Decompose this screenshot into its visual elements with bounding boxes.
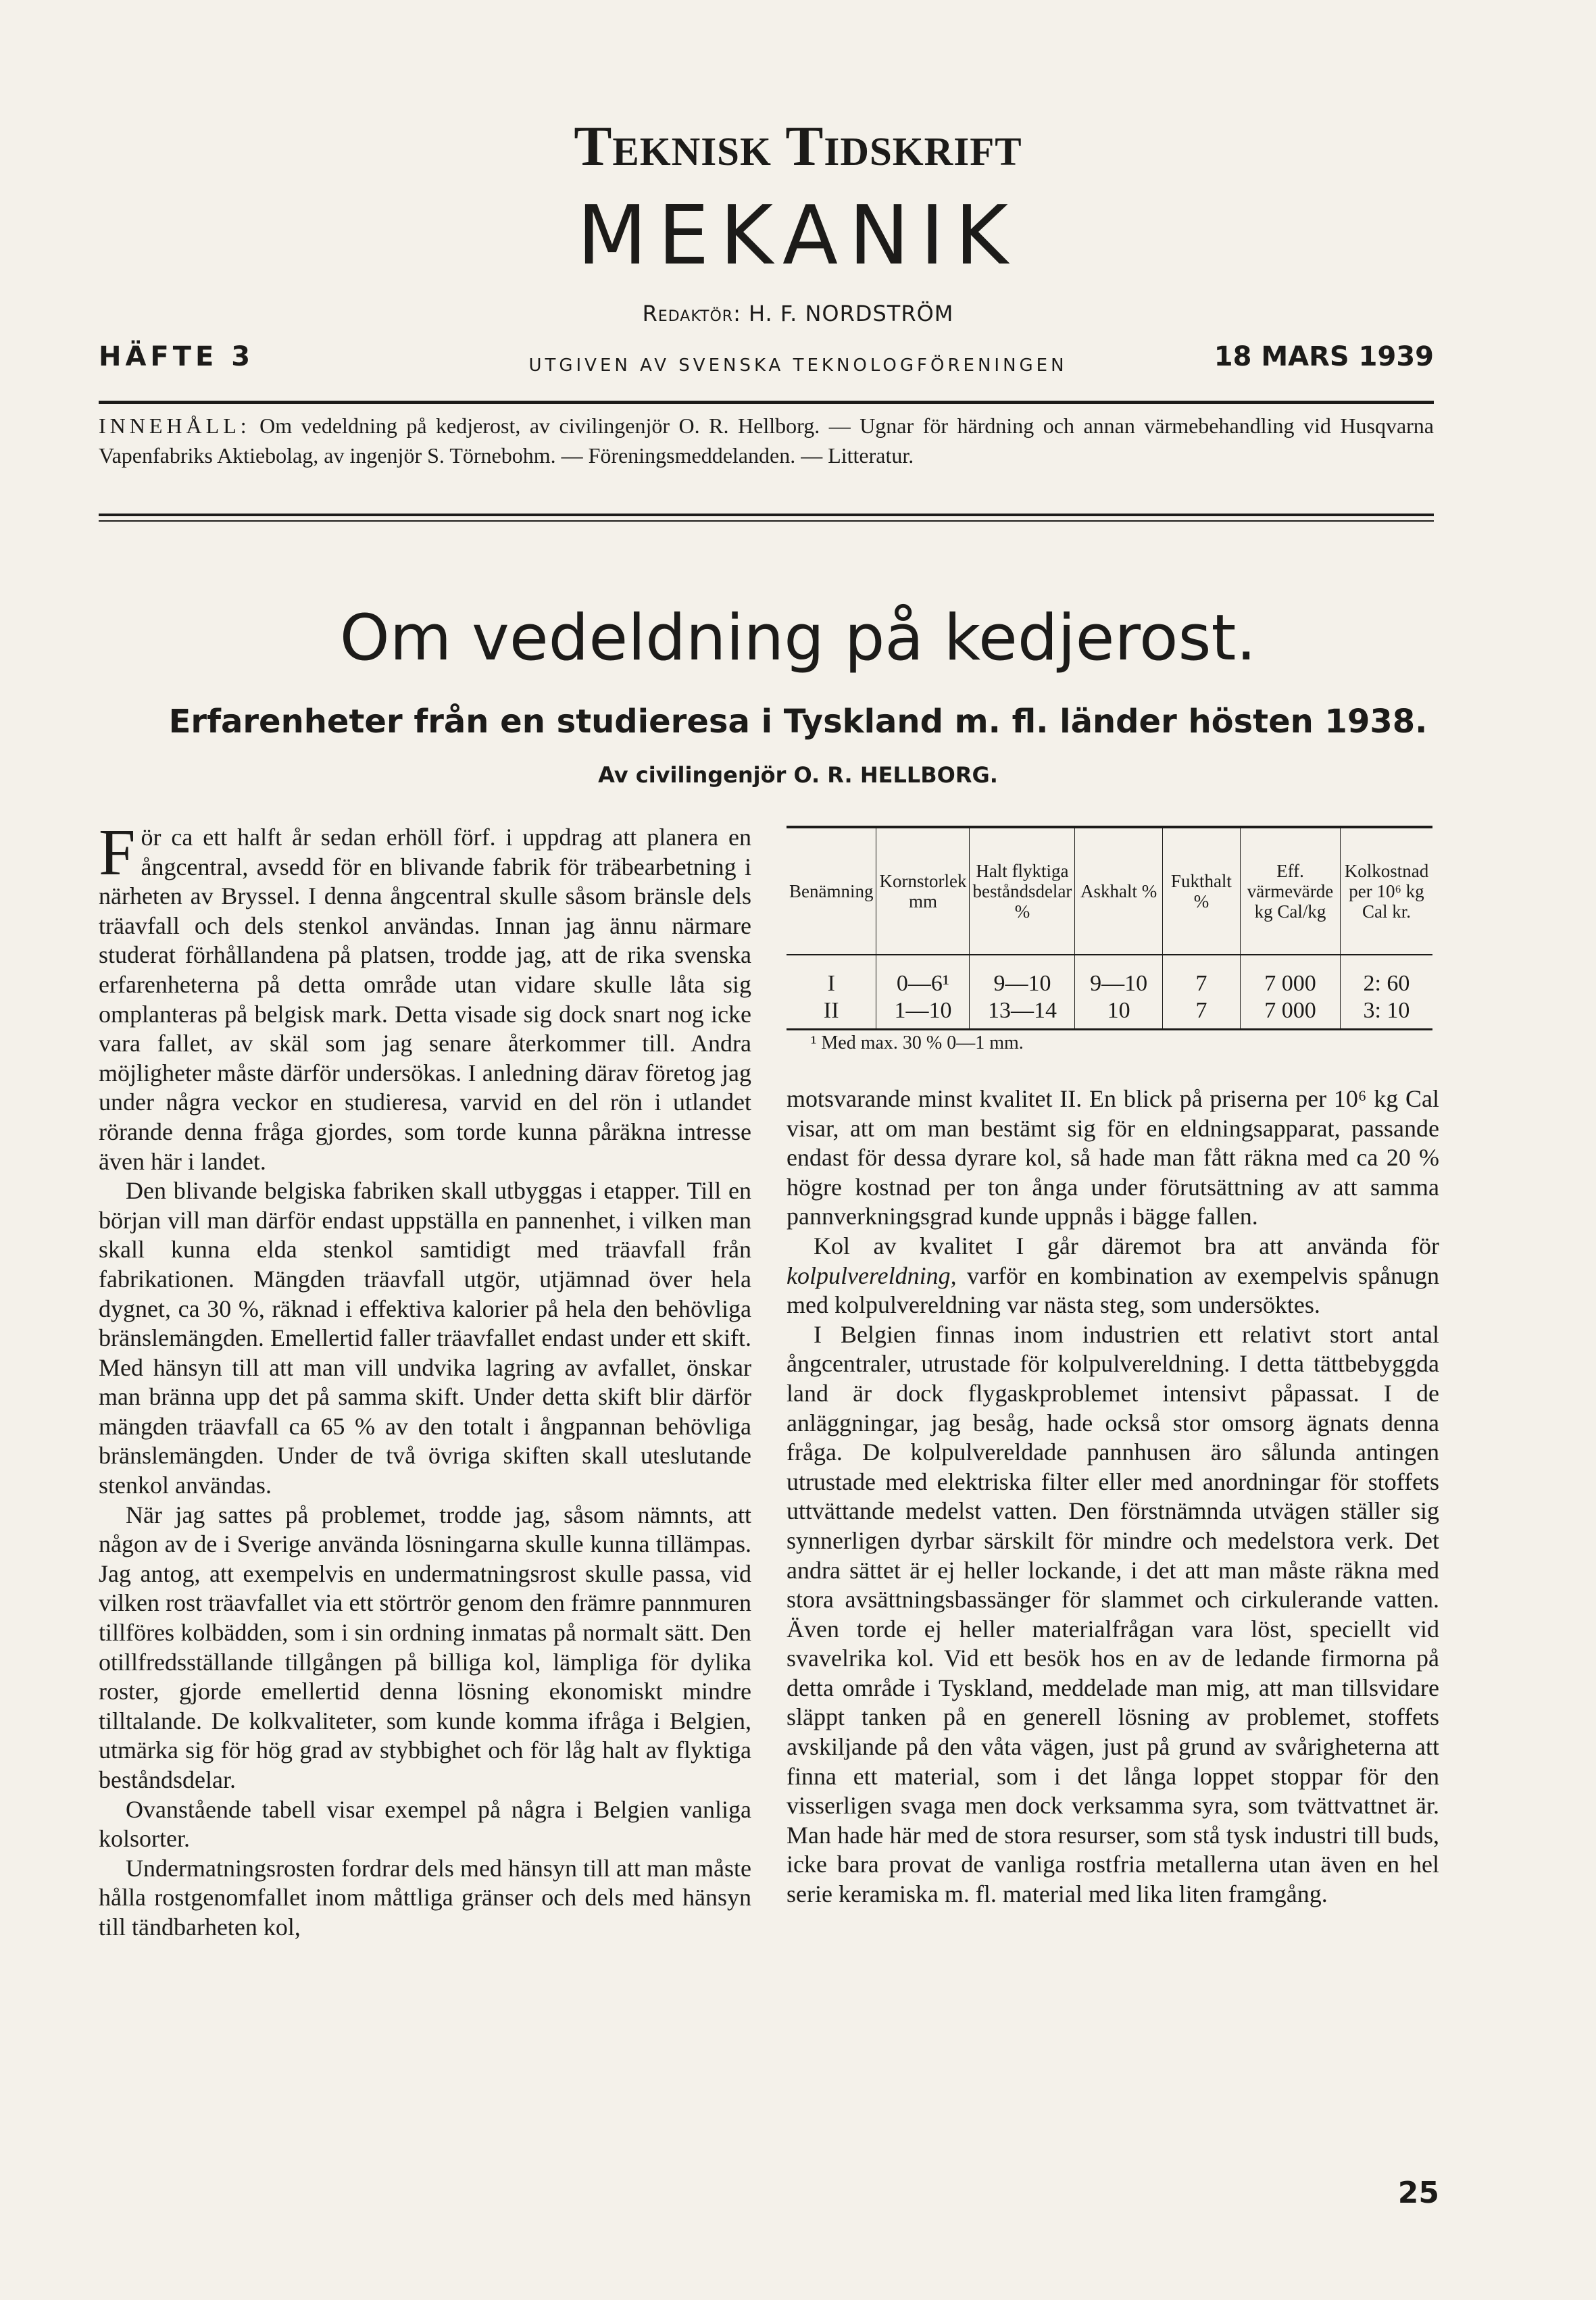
table-header: Askhalt % [1075,827,1162,955]
table-cell: 1—10 [876,997,970,1030]
table-header: Eff. värmevärde kg Cal/kg [1241,827,1341,955]
table-cell: 9—10 [970,955,1075,997]
table-row [787,955,1432,997]
paragraph: För ca ett halft år sedan erhöll förf. i uppdrag att planera en ångcentral, avsedd för en blivande fabrik för träbearbetning i närheten av Bryssel. I denna ångcentral skulle såsom bränsle dels träavfall och dels stenkol användas. Innan jag ännu närmare studerat förhållandena på platsen, trodde jag, att de rika svenska erfarenheterna på detta område utan vidare skulle låta sig omplanteras på belgisk mark. Detta visade sig dock snart nog icke vara fallet, av skäl som jag senare återkommer till. Andra möjligheter måste därför undersökas. I anledning därav företog jag under några veckor en studieresa, varvid en del rön i utlandet rörande denna fråga gjordes, som torde kunna påräkna intresse även här i landet. [99,816,751,1175]
editor-line: Redaktör: H. F. NORDSTRÖM [642,301,954,326]
section-title: MEKANIK [577,189,1019,283]
article-byline: Av civilingenjör O. R. HELLBORG. [598,762,998,788]
table-header-row [787,827,1432,955]
italic-term: kolpulvereldning, [787,1261,957,1289]
table-header: Fukthalt % [1162,827,1240,955]
table-header: Kolkostnad per 10⁶ kg Cal kr. [1340,827,1432,955]
table-cell: I [827,971,835,996]
contents-rule-thin [99,520,1434,522]
paragraph: motsvarande minst kvalitet II. En blick på priserna per 10⁶ kg Cal visar, att om man bestämt sig för en eldningsapparat, passande endast för dessa dyrare kol, så hade man fått räkna med ca 20 % högre kostnad per ton ånga under förutsättning av att samma pannverkningsgrad kunde uppnås i bägge fallen. [787,1085,1439,1230]
paragraph: Den blivande belgiska fabriken skall utbyggas i etapper. Till en början vill man därför endast uppställa en pannenhet, i vilken man skall kunna elda stenkol samtidigt med träavfall från fabrikationen. Mängden träavfall utgör, utjämnad över hela dygnet, ca 30 %, räknad i effektiva kalorier på hela den behövliga bränslemängden. Emellertid faller träavfallet endast under ett skift. Med hänsyn till att man vill undvika lagring av avfallet, önskar man bränna upp det på samma skift. Under detta skift blir därför mängden träavfall ca 65 % av den totalt i ångpannan behövliga bränslemängden. Under de två övriga skiften skall uteslutande stenkol användas. [99,1177,751,1499]
table-cell: II [787,997,876,1030]
table-of-contents [99,411,1434,470]
table-cell: 2: 60 [1340,955,1432,997]
paragraph: I Belgien finnas inom industrien ett relativt stort antal ångcentraler, utrustade för kolpulvereldning. I detta tättbebyggda land är dock flygaskproblemet intensivt påpassat. I de anläggningar, jag besåg, hade också stor omsorg ägnats denna fråga. De kolpulvereldade pannhusen äro sålunda antingen utrustade med elektriska filter eller med anordningar för stoffets uttvättande medelst vatten. Den förstnämnda utvägen ställer sig synnerligen dyrbar särskilt för mindre och medelstora verk. Det andra sättet är ej heller lockande, i det att man måste räkna med stora avsättningsbassänger för slammet och cirkulerande vatten. Även torde ej heller materialfrågan vara löst, speciellt vid svavelrika kol. Vid ett besök hos en av de ledande firmorna på detta område i Tyskland, meddelade man mig, att man tillsvidare släppt tanken på en generell lösning av problemet, stoffets avskiljande på den våta vägen, just på grund av svårigheterna att finna ett material, som i det långa loppet stoppar för den visserligen svaga men dock verksamma syra, som tvättvattnet är. Man hade här med de stora resurser, som stå tysk industri till buds, icke bara provat de vanliga rostfria metallerna utan även en hel serie keramiska m. fl. material med lika liten framgång. [787,1320,1439,1908]
coal-properties-table [787,826,1432,1030]
contents-rule [99,514,1434,516]
left-column [99,816,751,1943]
table-cell: 9—10 [1075,955,1162,997]
table-cell: 7 [1162,955,1240,997]
drop-cap: F [99,816,136,889]
table-row [787,997,1432,1030]
table-cell: 7 000 [1241,997,1341,1030]
paragraph: När jag sattes på problemet, trodde jag, såsom nämnts, att någon av de i Sverige använda lösningarna skulle kunna tillämpas. Jag antog, att exempelvis en undermatningsrost skulle passa, vid vilken rost träavfallet via ett störtrör genom den främre pannmuren tillföres kolbädden, som i sin ordning inmatas på normalt sätt. Den otillfredsställande tillgången på billiga kol, lämpliga för dylika roster, gjorde emellertid denna lösning ekonomiskt mindre tilltalande. De kolkvaliteter, som kunde komma ifråga i Belgien, utmärka sig för hög grad av stybbighet och för låg halt av flyktiga beståndsdelar. [99,1501,751,1793]
issue-number: HÄFTE 3 [99,341,255,372]
article-title: Om vedeldning på kedjerost. [339,601,1257,675]
table-cell: 3: 10 [1340,997,1432,1030]
table-cell: 7 000 [1241,955,1341,997]
table-footnote: ¹ Med max. 30 % 0—1 mm. [811,1032,1024,1053]
table-cell: 13—14 [970,997,1075,1030]
contents-label: INNEHÅLL: [99,414,251,438]
right-column [787,1084,1439,1909]
header-rule [99,401,1434,404]
issue-date: 18 MARS 1939 [1214,341,1434,372]
table-cell: 10 [1075,997,1162,1030]
table-header: Kornstorlek mm [876,827,970,955]
table-cell: 7 [1162,997,1240,1030]
journal-name: Teknisk Tidskrift [574,115,1022,178]
paragraph: Undermatningsrosten fordrar dels med hänsyn till att man måste hålla rostgenomfallet inom måttliga gränser och dels med hänsyn till tändbarheten kol, [99,1854,751,1941]
paragraph: Kol av kvalitet I går däremot bra att använda för kolpulvereldning, varför en kombination av exempelvis spånugn med kolpulvereldning var nästa steg, som undersöktes. [787,1232,1439,1319]
page-number: 25 [1397,2176,1439,2210]
table-header: Halt flyktiga beståndsdelar % [970,827,1075,955]
paragraph: Ovanstående tabell visar exempel på några i Belgien vanliga kolsorter. [99,1795,751,1853]
contents-text: Om vedeldning på kedjerost, av civilingenjör O. R. Hellborg. — Ugnar för härdning och annan värmebehandling vid Husqvarna Vapenfabriks Aktiebolag, av ingenjör S. Törnebohm. — Föreningsmeddelanden. — Litteratur. [99,414,1435,468]
table-header: Benämning [787,827,876,955]
article-subtitle: Erfarenheter från en studieresa i Tyskland m. fl. länder hösten 1938. [168,703,1428,741]
publisher-line: UTGIVEN AV SVENSKA TEKNOLOGFÖRENINGEN [528,355,1068,376]
table-cell: 0—6¹ [876,955,970,997]
